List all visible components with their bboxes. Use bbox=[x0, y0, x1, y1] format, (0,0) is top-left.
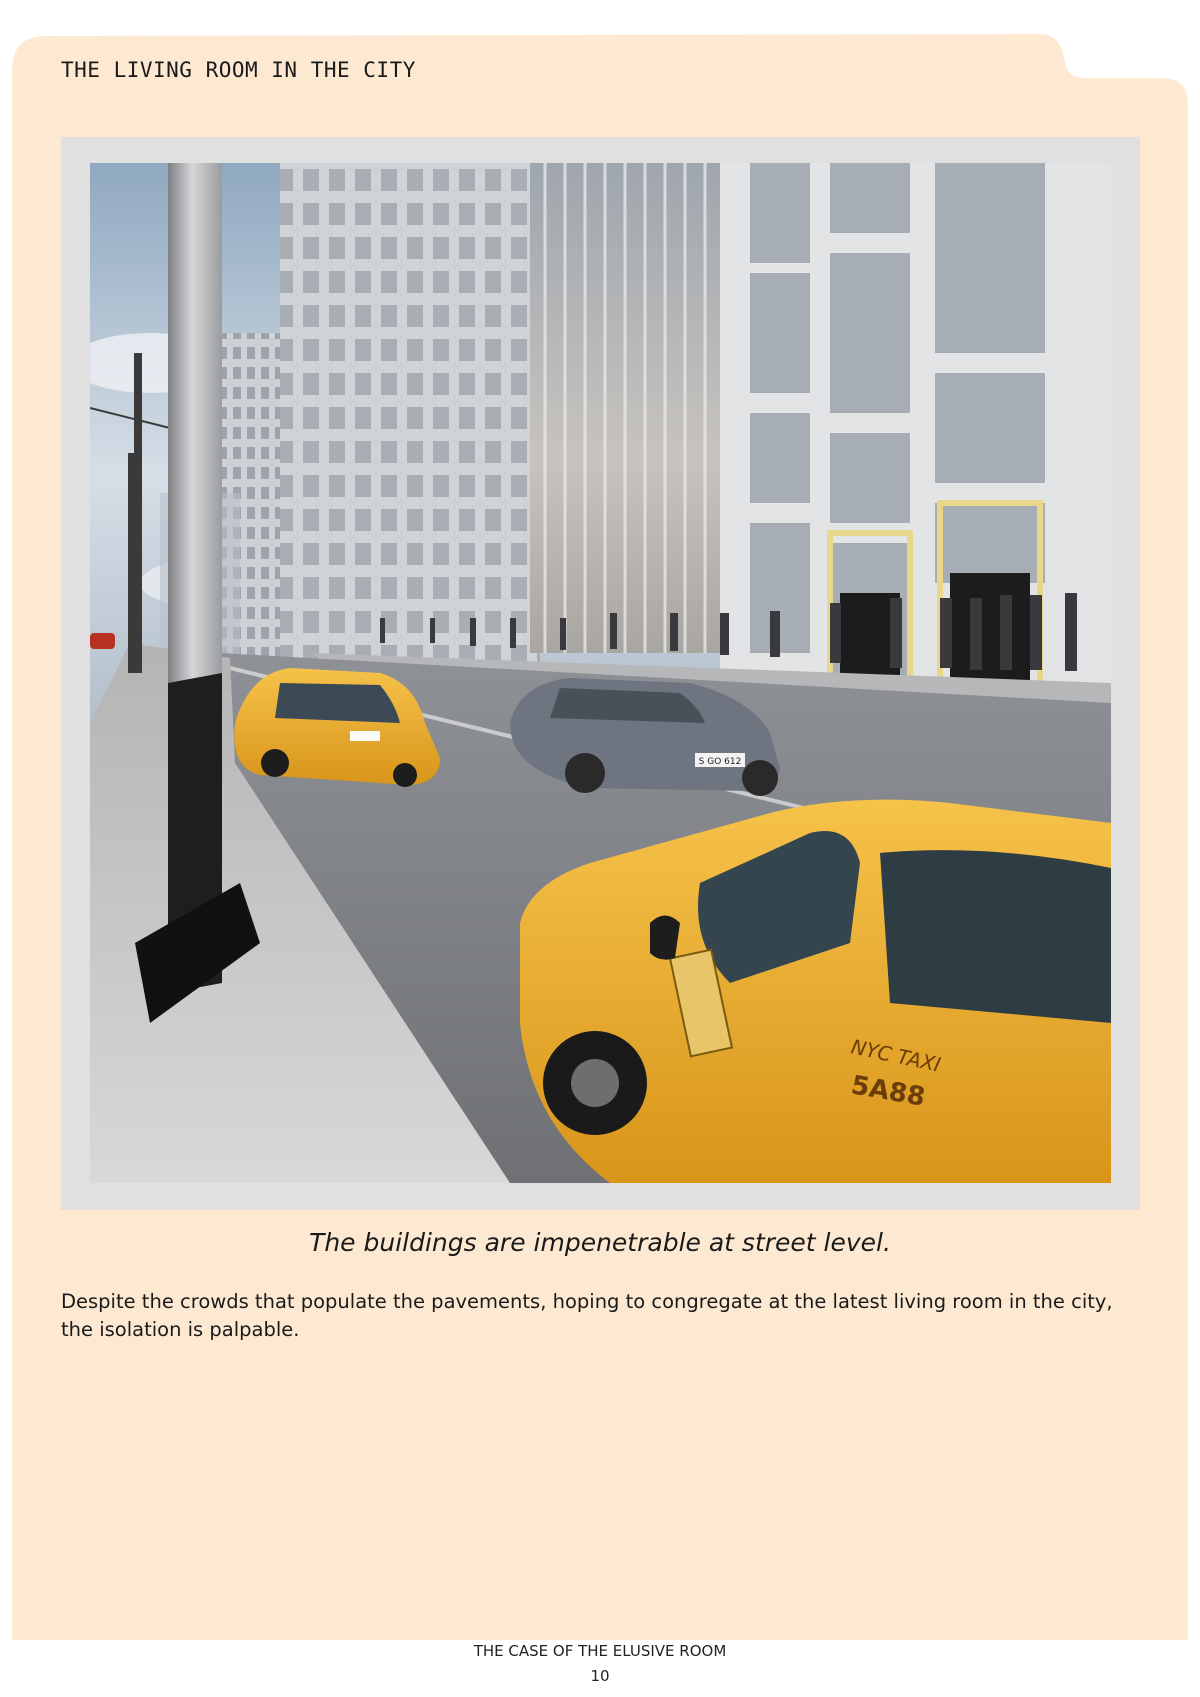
footer-title: THE CASE OF THE ELUSIVE ROOM bbox=[473, 1642, 727, 1660]
section-title: THE LIVING ROOM IN THE CITY bbox=[61, 58, 416, 82]
image-caption: The buildings are impenetrable at street level. bbox=[309, 1228, 891, 1257]
taxi-number: 5A88 bbox=[848, 1070, 928, 1113]
body-paragraph: Despite the crowds that populate the pavements, hoping to congregate at the latest living room in the city, the isolation is palpable. bbox=[61, 1290, 1113, 1341]
street-scene-image bbox=[90, 163, 1111, 1183]
sports-car-plate: S GO 612 bbox=[698, 757, 742, 767]
page-number: 10 bbox=[590, 1667, 610, 1685]
photo-frame bbox=[61, 137, 1140, 1210]
taxi-side-text: NYC TAXI bbox=[848, 1034, 943, 1077]
